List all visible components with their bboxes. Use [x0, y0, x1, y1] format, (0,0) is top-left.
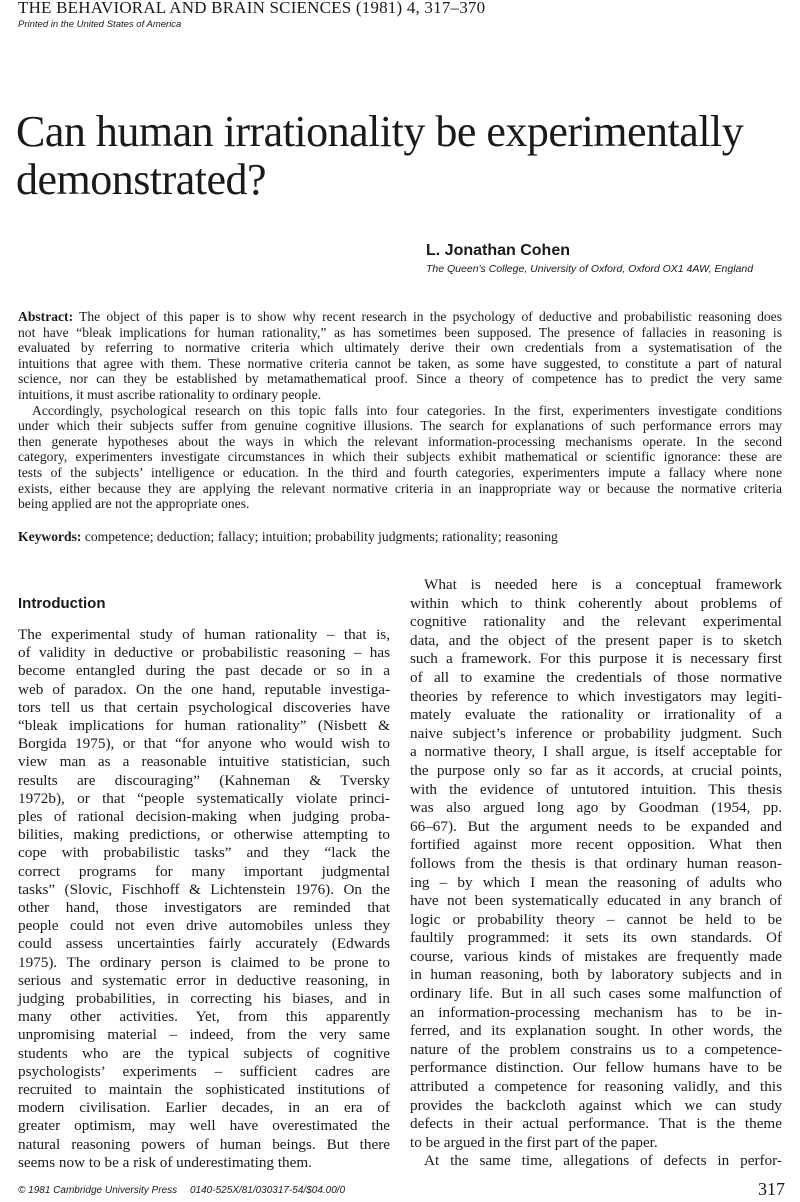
section-heading-introduction: Introduction — [18, 595, 106, 612]
text-line — [18, 1081, 390, 1099]
line-text: to be argued in the first part of the paper. — [410, 1133, 658, 1151]
keywords — [18, 529, 558, 545]
line-text: become entangled during the past decade or so in a — [18, 662, 390, 680]
line-text: data, and the object of the present paper is to sketch — [410, 631, 782, 649]
line-text: serious and systematic error in deductive reasoning, in — [18, 971, 390, 989]
text-line — [410, 1004, 782, 1023]
line-text: results are discouraging” (Kahneman & Tversky — [18, 771, 390, 789]
footer-issn: 0140-525X/81/030317-54/$04.00/0 — [190, 1185, 346, 1196]
text-line — [18, 790, 390, 808]
line-text: The experimental study of human rationality – that is, — [18, 626, 390, 643]
text-line — [18, 753, 390, 771]
text-line — [410, 706, 782, 725]
text-line — [410, 1115, 782, 1134]
text-line — [410, 576, 782, 595]
line-text: At the same time, allegations of defects in perfor- — [424, 1152, 782, 1170]
text-line — [18, 644, 390, 662]
text-line — [18, 1063, 390, 1081]
text-line — [18, 1117, 390, 1135]
line-text: web of paradox. On the one hand, reputable investiga- — [18, 680, 390, 698]
text-line — [18, 1026, 390, 1044]
text-line — [18, 699, 390, 717]
text-line — [410, 874, 782, 893]
line-text: cope with probabilistic tasks” and they “lack the — [18, 844, 390, 862]
text-line — [18, 899, 390, 917]
text-line — [410, 669, 782, 688]
line-text: nature of the problem constrains us to a competence- — [410, 1040, 782, 1058]
text-line — [410, 1041, 782, 1060]
text-line — [18, 954, 390, 972]
text-line — [410, 892, 782, 911]
text-line — [18, 863, 390, 881]
line-text: theories by reference to which investigators may legiti- — [410, 687, 782, 705]
text-line — [18, 735, 390, 753]
line-text: tests of the subjects’ intelligence or education. In the third and fourth categories, experimenters impute a fallacy where none — [18, 464, 782, 480]
text-line — [18, 990, 390, 1008]
line-text: other hand, those investigators are reminded that — [18, 899, 390, 917]
text-line — [18, 917, 390, 935]
line-text: ples of rational decision-making when judging proba- — [18, 808, 390, 826]
text-line — [18, 808, 390, 826]
text-line — [410, 743, 782, 762]
text-line — [18, 496, 782, 512]
line-text: 66–67). But the argument needs to be expanded and — [410, 817, 782, 835]
line-text: have not been systematically educated in any branch of — [410, 892, 782, 910]
line-text: many other activities. Yet, from this apparently — [18, 1008, 390, 1026]
text-line — [410, 632, 782, 651]
line-text: such a framework. For this purpose it is necessary first — [410, 650, 782, 668]
line-text: seems now to be a risk of underestimating them. — [18, 1153, 312, 1171]
line-text: modern civilisation. Earlier decades, in an era of — [18, 1099, 390, 1117]
line-text: intuitions, it must ascribe rationality to ordinary people. — [18, 386, 322, 402]
line-text: was also argued long ago by Goodman (1954, pp. — [410, 799, 782, 817]
line-text: an information-processing mechanism has to be in- — [410, 1003, 782, 1021]
text-line — [18, 717, 390, 735]
text-line — [410, 948, 782, 967]
text-line — [410, 1152, 782, 1171]
line-text: greater optimism, may well have overestimated the — [18, 1117, 390, 1135]
line-text: fortified against more recent opposition. What then — [410, 836, 782, 854]
text-line — [410, 818, 782, 837]
text-line — [410, 1078, 782, 1097]
text-line — [18, 356, 782, 372]
text-line — [18, 481, 782, 497]
line-text: ferred, and its explanation sought. In other words, the — [410, 1022, 782, 1040]
text-line — [18, 371, 782, 387]
line-text: with the evidence of untutored intuition. This thesis — [410, 780, 782, 798]
line-text: correct programs for many important judgmental — [18, 862, 390, 880]
line-text: performance distinction. Our fellow humans have to be — [410, 1059, 782, 1077]
line-text: bilities, making predictions, or otherwise attempting to — [18, 826, 390, 844]
line-text: attributed a competence for reasoning validly, and this — [410, 1078, 782, 1096]
line-text: the purpose only so far as it accords, at crucial points, — [410, 761, 782, 779]
text-line — [410, 799, 782, 818]
journal-header: THE BEHAVIORAL AND BRAIN SCIENCES (1981) 4, 317–370 — [18, 0, 486, 17]
text-line — [410, 1022, 782, 1041]
line-text: naive subject’s inference or probability judgment. Such — [410, 724, 782, 742]
author-name: L. Jonathan Cohen — [426, 242, 570, 259]
line-text: students who are the typical subjects of cognitive — [18, 1044, 390, 1062]
text-line — [18, 972, 390, 990]
line-text: a normative theory, I shall argue, is itself acceptable for — [410, 743, 782, 761]
line-text: What is needed here is a conceptual framework — [424, 576, 782, 593]
line-text: Borgida 1975), or that “for anyone who would wish to — [18, 735, 390, 753]
line-text: tasks” (Slovic, Fischhoff & Lichtenstein 1976). On the — [18, 880, 390, 898]
text-line — [410, 781, 782, 800]
body-column-right — [410, 576, 782, 1171]
text-line — [410, 595, 782, 614]
text-line — [18, 418, 782, 434]
text-line — [410, 613, 782, 632]
text-line — [18, 465, 782, 481]
text-line — [410, 725, 782, 744]
text-line — [410, 688, 782, 707]
line-text: within which to think coherently about problems of — [410, 594, 782, 612]
text-line — [18, 626, 390, 644]
line-text: not have “bleak implications for human rationality,” as has sometimes been supposed. The presence of fallacies in reasoning is — [18, 324, 782, 340]
line-text: evaluated by referring to normative criteria which ultimately derive their own credentials from a systematisation of the — [18, 340, 782, 356]
line-text: being applied are not the appropriate ones. — [18, 496, 250, 512]
line-text: logic or probability theory – cannot be held to be — [410, 910, 782, 928]
text-line — [18, 1154, 390, 1172]
text-line — [18, 1099, 390, 1117]
text-line — [410, 1059, 782, 1078]
abstract — [18, 309, 782, 512]
line-text: faultily programmed: it sets its own standards. Of — [410, 929, 782, 947]
line-text: category, experimenters investigate circumstances in which their subjects exhibit mathematical or scientific ignorance: these are — [18, 449, 782, 465]
line-text: follows from the thesis is that ordinary human reason- — [410, 854, 782, 872]
line-text: ing – by which I mean the reasoning of adults who — [410, 873, 782, 891]
footer-copyright: © 1981 Cambridge University Press — [18, 1185, 178, 1196]
line-text: judging probabilities, in correcting his biases, and in — [18, 990, 390, 1008]
line-text: defects in their actual performance. That is the theme — [410, 1115, 782, 1133]
text-line — [18, 662, 390, 680]
line-text: provides the backcloth against which we can study — [410, 1096, 782, 1114]
text-line — [18, 881, 390, 899]
text-line — [410, 1134, 782, 1153]
text-line — [18, 844, 390, 862]
text-line — [410, 650, 782, 669]
text-line — [18, 826, 390, 844]
text-line — [410, 985, 782, 1004]
text-line — [410, 836, 782, 855]
text-line — [18, 772, 390, 790]
text-line — [410, 855, 782, 874]
line-text: science, nor can they be established by metamathematical proof. Since a theory of competence has to predict the very same — [18, 371, 782, 387]
page-number: 317 — [758, 1179, 785, 1199]
text-line — [18, 403, 782, 419]
line-text: exists, either because they are applying the relevant normative criteria in an inappropriate way or because the normative criteria — [18, 480, 782, 496]
line-text: of all to examine the credentials of those normative — [410, 668, 782, 686]
line-text: The object of this paper is to show why recent research in the psychology of deductive and probabilistic reasoning does — [73, 309, 782, 324]
line-text: 1972b), or that “people systematically violate princi- — [18, 789, 390, 807]
line-text: view man as a reasonable intuitive statistician, such — [18, 753, 390, 771]
keywords-label: Keywords: — [18, 529, 82, 544]
text-line — [18, 340, 782, 356]
text-line — [18, 325, 782, 341]
text-line — [18, 1045, 390, 1063]
paper-title: Can human irrationality be experimentally demonstrated? — [16, 107, 744, 204]
line-text: psychologists’ experiments – sufficient cadres are — [18, 1062, 390, 1080]
line-text: then generate hypotheses about the ways in which the relevant information-processing mechanisms operate. In the second — [18, 433, 782, 449]
line-text: “bleak implications for human rationality” (Nisbett & — [18, 717, 390, 735]
text-line — [18, 1136, 390, 1154]
text-line — [18, 681, 390, 699]
line-text: tors tell us that certain psychological discoveries have — [18, 698, 390, 716]
line-text: could assess uncertainties fairly accurately (Edwards — [18, 935, 390, 953]
line-text: course, various kinds of mistakes are frequently made — [410, 947, 782, 965]
text-line — [410, 929, 782, 948]
text-line — [410, 762, 782, 781]
text-line — [18, 434, 782, 450]
line-text: people could not even drive automobiles unless they — [18, 917, 390, 935]
line-text: cognitive rationality and the relevant experimental — [410, 613, 782, 631]
text-line — [18, 935, 390, 953]
line-text: under which their subjects suffer from genuine cognitive illusions. The search for explanations of such performance errors may — [18, 418, 782, 434]
line-text: of validity in deductive or probabilistic reasoning – has — [18, 644, 390, 662]
body-column-left — [18, 626, 390, 1172]
line-text: Accordingly, psychological research on this topic falls into four categories. In the first, experimenters investigate conditions — [32, 402, 782, 418]
line-text: in human reasoning, both by laboratory subjects and in — [410, 966, 782, 984]
line-text: natural reasoning powers of human beings. But there — [18, 1135, 390, 1153]
line-text: recruited to maintain the sophisticated institutions of — [18, 1081, 390, 1099]
keywords-text: competence; deduction; fallacy; intuition; probability judgments; rationality; reasoning — [81, 529, 558, 544]
line-text: ordinary life. But in all such cases some malfunction of — [410, 985, 782, 1003]
line-text: 1975). The ordinary person is claimed to be prone to — [18, 953, 390, 971]
text-line — [18, 449, 782, 465]
text-line — [18, 387, 782, 403]
abstract-label: Abstract: — [18, 309, 74, 324]
line-text: unpromising material – indeed, from the very same — [18, 1026, 390, 1044]
text-line — [410, 911, 782, 930]
text-line — [410, 966, 782, 985]
text-line — [18, 309, 782, 325]
author-affiliation: The Queen's College, University of Oxford, Oxford OX1 4AW, England — [426, 263, 754, 275]
printed-in-note: Printed in the United States of America — [18, 19, 182, 30]
line-text: mately evaluate the rationality or irrationality of a — [410, 706, 782, 724]
text-line — [18, 1008, 390, 1026]
text-line — [410, 1097, 782, 1116]
line-text: intuitions that agree with them. These normative criteria cannot be taken, as some have suggested, to constitute a part of natural — [18, 355, 782, 371]
